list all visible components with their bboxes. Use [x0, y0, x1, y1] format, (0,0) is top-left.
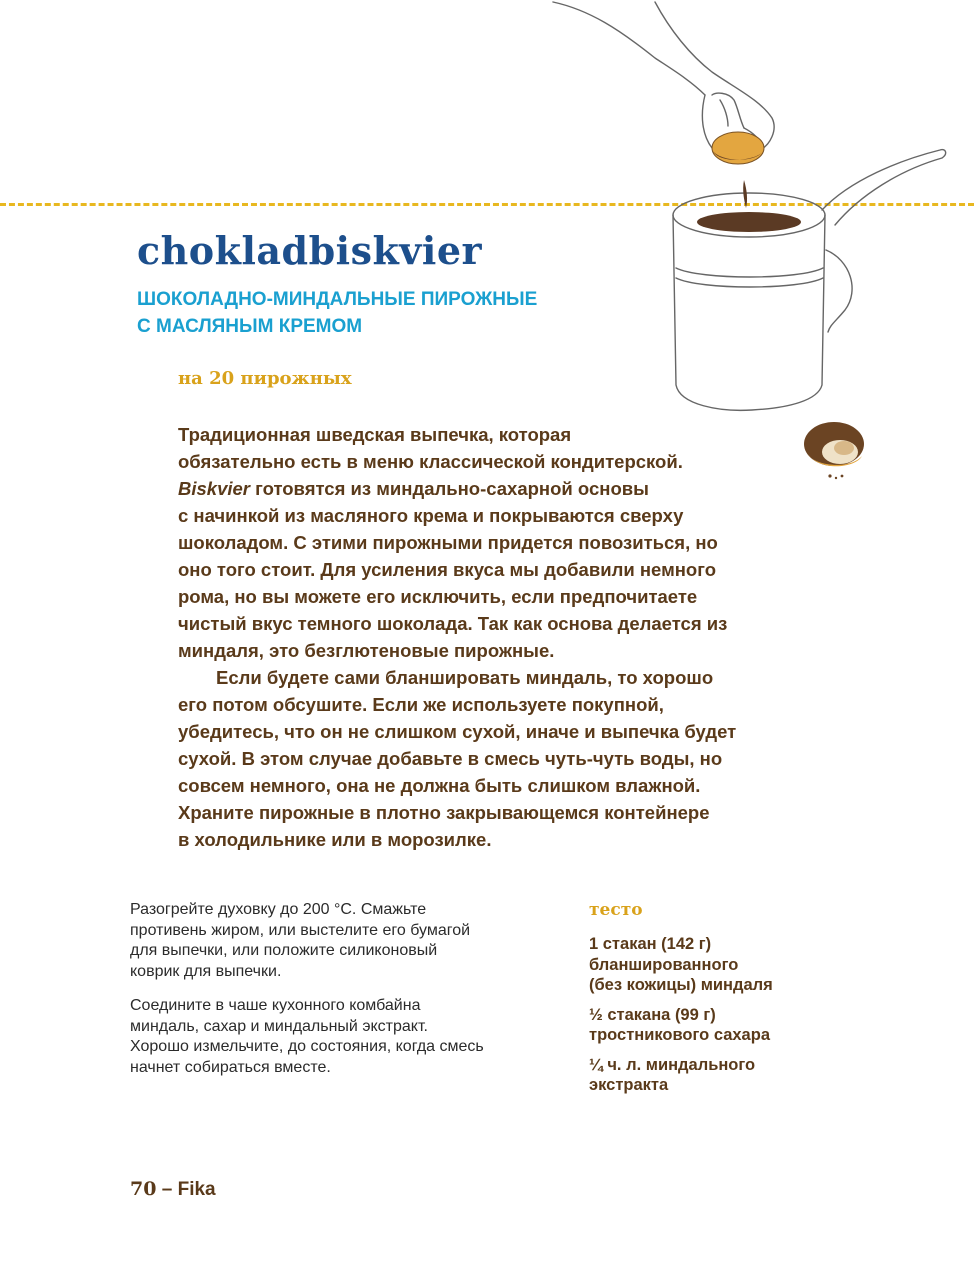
footer-separator: – — [161, 1179, 173, 1200]
ingredient-line: тростникового сахара — [589, 1026, 770, 1044]
subtitle-line: ШОКОЛАДНО-МИНДАЛЬНЫЕ ПИРОЖНЫЕ — [137, 289, 538, 310]
intro-line: чистый вкус темного шоколада. Так как основа делается из — [178, 613, 728, 634]
ingredient-item — [589, 934, 889, 996]
intro-line: рома, но вы можете его исключить, если предпочитаете — [178, 586, 698, 607]
intro-line: его потом обсушите. Если же используете покупной, — [178, 694, 664, 715]
ingredient-line: 1 стакан (142 г) — [589, 935, 712, 953]
intro-line: обязательно есть в меню классической кондитерской. — [178, 451, 683, 472]
step-line: коврик для выпечки. — [130, 962, 282, 980]
step-line: Разогрейте духовку до 200 °C. Смажьте — [130, 901, 427, 918]
ingredients-heading: тесто — [589, 900, 643, 920]
step-line: Хорошо измельчите, до состояния, когда смесь — [130, 1038, 484, 1055]
intro-line — [178, 475, 838, 502]
subtitle-line: С МАСЛЯНЫМ КРЕМОМ — [137, 316, 363, 337]
ingredient-line: бланшированного — [589, 955, 739, 974]
step-paragraph — [130, 900, 550, 982]
intro-line-text: готовятся из миндально-сахарной основы — [255, 478, 649, 499]
intro-line: Традиционная шведская выпечка, которая — [178, 424, 572, 445]
ingredient-line: экстракта — [589, 1076, 669, 1094]
intro-line: сухой. В этом случае добавьте в смесь чуть-чуть воды, но — [178, 748, 723, 769]
step-line: начнет собираться вместе. — [130, 1058, 331, 1076]
intro-line: совсем немного, она не должна быть слишком влажной. — [178, 775, 701, 796]
intro-line: Храните пирожные в плотно закрывающемся контейнере — [178, 802, 710, 823]
intro-line: в холодильнике или в морозилке. — [178, 829, 492, 850]
page-number: 70 — [130, 1178, 157, 1200]
recipe-subtitle — [137, 286, 537, 340]
hand-saucepan-icon — [540, 0, 974, 420]
italic-term: Biskvier — [178, 478, 250, 499]
step-line: Соедините в чаше кухонного комбайна — [130, 997, 421, 1014]
recipe-steps — [130, 900, 550, 1092]
intro-line: Если будете сами бланшировать миндаль, то хорошо — [216, 667, 714, 688]
intro-line: оно того стоит. Для усиления вкуса мы добавили немного — [178, 559, 716, 580]
page-footer — [130, 1178, 216, 1201]
recipe-yield: на 20 пирожных — [178, 368, 352, 389]
ingredient-item — [589, 1005, 889, 1046]
intro-line: шоколадом. С этими пирожными придется повозиться, но — [178, 532, 718, 553]
intro-paragraph — [178, 421, 838, 853]
ingredients-list — [589, 900, 889, 1105]
step-line: миндаль, сахар и миндальный экстракт. — [130, 1017, 428, 1035]
step-line: противень жиром, или выстелите его бумагой — [130, 921, 471, 939]
step-paragraph — [130, 996, 550, 1078]
ingredient-line: ¼ ч. л. миндального — [589, 1055, 756, 1074]
ingredient-line: (без кожицы) миндаля — [589, 976, 773, 994]
step-line: для выпечки, или положите силиконовый — [130, 942, 438, 959]
intro-line: с начинкой из масляного крема и покрываются сверху — [178, 505, 684, 526]
intro-line: миндаля, это безглютеновые пирожные. — [178, 640, 555, 661]
book-title: Fika — [177, 1179, 216, 1200]
ingredient-line: ½ стакана (99 г) — [589, 1005, 716, 1024]
intro-line: убедитесь, что он не слишком сухой, иначе и выпечка будет — [178, 721, 737, 742]
ingredient-item — [589, 1055, 889, 1096]
recipe-title: chokladbiskvier — [137, 228, 483, 273]
